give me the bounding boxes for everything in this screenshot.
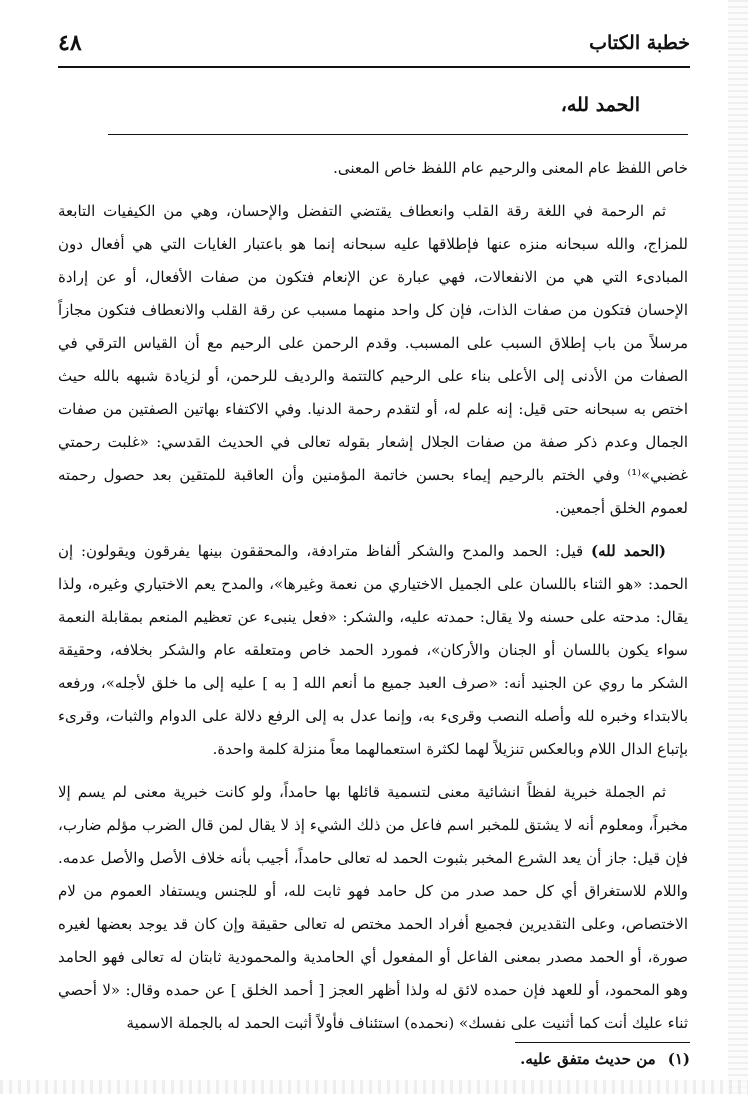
paragraph-3 [58,535,688,766]
commentary-rule [108,134,688,135]
paragraph-2: ثم الرحمة في اللغة رقة القلب وانعطاف يقتضي التفضل والإحسان، وهي من الكيفيات التابعة للمزاج، والله سبحانه منزه عنها فإطلاقها عليه سبحانه إنما هو باعتبار الغايات التي هي أفعال دون المبادىء التي هي من الانفعالات، فهي عبارة عن الإنعام فتكون من صفات الأفعال، أو عن إرادة الإحسان فتكون من صفات الذات، فإن كل واحد منهما مسبب عن رقة القلب والانعطاف فتكون مجازاً مرسلاً من باب إطلاق السبب على المسبب. وقدم الرحمن على الرحيم مع أن القياس الترقي في الصفات من الأدنى إلى الأعلى بناء على الرحيم كالتتمة والرديف للرحمن، أو لزيادة شبهه بالله حيث اختص به سبحانه حتى قيل: إنه علم له، أو لتقدم رحمة الدنيا. وفي الاكتفاء بهاتين الصفتين من صفات الجمال وعدم ذكر صفة من صفات الجلال إشعار بقوله تعالى في الحديث القدسي: «غلبت رحمتي غضبي»⁽¹⁾ وفي الختم بالرحيم إيماء بحسن خاتمة المؤمنين وأن العاقبة للمتقين بعد حصول رحمته لعموم الخلق أجمعين. [58,202,688,517]
footnote-rule [515,1042,690,1043]
paragraph-3-text: قيل: الحمد والمدح والشكر ألفاظ مترادفة، والمحققون بينها يفرقون ويقولون: إن الحمد: «هو الثناء باللسان على الجميل الاختياري من نعمة وغيرها»، والمدح يعم الاختياري وغيره، ولذا يقال: مدحته على حسنه ولا يقال: حمدته عليه، والشكر: «فعل ينبىء عن تعظيم المنعم بمقابلة النعمة سواء يكون باللسان أو الجنان والأركان»، فمورد الحمد خاص ومتعلقه عام والشكر بخلافه، وحقيقة الشكر ما روي عن الجنيد أنه: «صرف العبد جميع ما أنعم الله [ به ] عليه إلى ما خلق لأجله»، ورفعه بالابتداء وخبره لله وأصله النصب وقرىء به، وإنما عدل به إلى الرفع دلالة على الدوام والثبات، وقرىء بإتباع الدال اللام وبالعكس تنزيلاً لهما لكثرة استعمالهما معاً منزلة كلمة واحدة. [58,542,688,758]
footnote-text: من حديث متفق عليه. [520,1050,656,1068]
lemma-hamd: (الحمد لله) [590,542,666,560]
footnote-number: (١) [667,1050,690,1068]
commentary-body [58,152,688,1040]
header-rule [58,66,690,68]
paragraph-1: خاص اللفظ عام المعنى والرحيم عام اللفظ خاص المعنى. [333,159,688,177]
page-header [58,30,690,66]
commentary-heading: الحمد لله، [560,94,640,116]
page-number: ٤٨ [58,30,82,56]
page-edge-right [728,0,748,1094]
running-title: خطبة الكتاب [589,32,690,54]
page-edge-bottom [0,1080,748,1094]
footnote [520,1050,690,1068]
paragraph-4: ثم الجملة خبرية لفظاً انشائية معنى لتسمية قائلها بها حامداً، ولو كانت خبرية معنى لم يسم إلا مخبراً، ومعلوم أنه لا يشتق للمخبر اسم فاعل من ذلك الشيء إذ لا يقال لمن قال الضرب مؤلم ضارب، فإن قيل: جاز أن يعد الشرع المخبر بثبوت الحمد له تعالى حامداً، أجيب بأنه خلاف الأصل والأصل عدمه. واللام للاستغراق أي كل حمد صدر من كل حامد فهو ثابت لله، أو للجنس ويستفاد العموم من لام الاختصاص، وعلى التقديرين فجميع أفراد الحمد مختص له تعالى حقيقة وإن كان قد يوجد بعضها لغيره صورة، أو الحمد مصدر بمعنى الفاعل أو المفعول أي الحامدية والمحمودية ثابتان له تعالى فهو الحامد وهو المحمود، أو للعهد فإن حمده لائق له ولذا أظهر العجز [ أحمد الخلق ] عن حمده وقال: «لا أحصي ثناء عليك أنت كما أثنيت على نفسك» (نحمده) استئناف فأولاً أثبت الحمد له بالجملة الاسمية [58,783,688,1032]
